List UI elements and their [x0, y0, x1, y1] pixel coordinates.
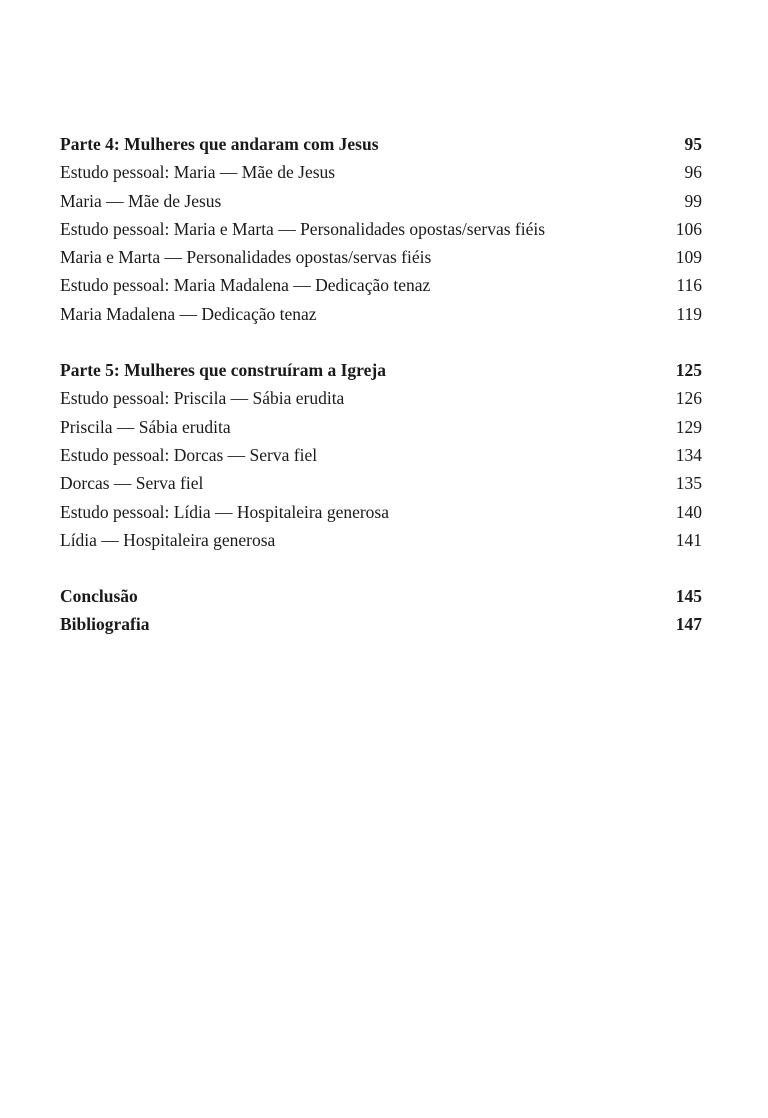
toc-entry-title: Estudo pessoal: Maria e Marta — Personalidades opostas/servas fiéis	[60, 218, 546, 239]
toc-entry-page: 116	[676, 275, 702, 296]
toc-entry	[60, 215, 702, 243]
toc-entry	[60, 271, 702, 299]
toc-entry-page: 135	[675, 473, 702, 494]
toc-entry-page: 106	[675, 218, 702, 239]
toc-heading-title: Bibliografia	[60, 614, 150, 635]
toc-heading-page: 125	[675, 360, 702, 381]
toc-entry-title: Estudo pessoal: Maria Madalena — Dedicação tenaz	[60, 275, 431, 296]
toc-heading-title: Conclusão	[60, 586, 138, 607]
toc-entry	[60, 469, 702, 497]
toc-entry-page: 99	[684, 190, 702, 211]
toc-heading-page: 95	[684, 134, 702, 154]
toc-entry-title: Maria — Mãe de Jesus	[60, 190, 222, 211]
toc-entry	[60, 526, 702, 554]
toc-entry	[60, 384, 702, 412]
toc-heading-part-4	[60, 130, 702, 158]
toc-section-part-5	[60, 356, 702, 554]
toc-entry-title: Estudo pessoal: Lídia — Hospitaleira generosa	[60, 501, 390, 522]
toc-entry-page: 141	[675, 529, 702, 550]
toc-section-back-matter	[60, 582, 702, 639]
toc-heading-title: Parte 5: Mulheres que construíram a Igreja	[60, 360, 386, 381]
toc-entry-page: 126	[675, 388, 702, 409]
toc-entry	[60, 243, 702, 271]
toc-heading-page: 145	[675, 586, 702, 607]
toc-entry-title: Estudo pessoal: Dorcas — Serva fiel	[60, 444, 318, 465]
toc-heading-page: 147	[675, 614, 702, 635]
table-of-contents	[60, 130, 702, 639]
toc-heading-title: Parte 4: Mulheres que andaram com Jesus	[60, 134, 379, 154]
toc-entry-page: 140	[675, 501, 702, 522]
toc-section-part-4	[60, 130, 702, 328]
toc-entry-title: Maria Madalena — Dedicação tenaz	[60, 303, 317, 324]
toc-entry-page: 119	[676, 303, 702, 324]
toc-entry-title: Estudo pessoal: Priscila — Sábia erudita	[60, 388, 345, 409]
toc-entry-title: Dorcas — Serva fiel	[60, 473, 204, 494]
toc-entry-page: 129	[675, 416, 702, 437]
toc-entry-title: Maria e Marta — Personalidades opostas/servas fiéis	[60, 247, 432, 268]
toc-heading-part-5	[60, 356, 702, 384]
toc-entry-title: Priscila — Sábia erudita	[60, 416, 231, 437]
toc-entry-page: 109	[675, 247, 702, 268]
toc-heading-conclusao	[60, 582, 702, 610]
toc-entry	[60, 441, 702, 469]
toc-entry	[60, 158, 702, 186]
toc-entry-title: Estudo pessoal: Maria — Mãe de Jesus	[60, 162, 336, 183]
toc-entry-page: 134	[675, 444, 702, 465]
toc-entry-page: 96	[684, 162, 702, 183]
toc-entry	[60, 498, 702, 526]
toc-entry	[60, 187, 702, 215]
toc-heading-bibliografia	[60, 610, 702, 638]
toc-entry-title: Lídia — Hospitaleira generosa	[60, 529, 276, 550]
toc-entry	[60, 413, 702, 441]
toc-entry	[60, 300, 702, 328]
